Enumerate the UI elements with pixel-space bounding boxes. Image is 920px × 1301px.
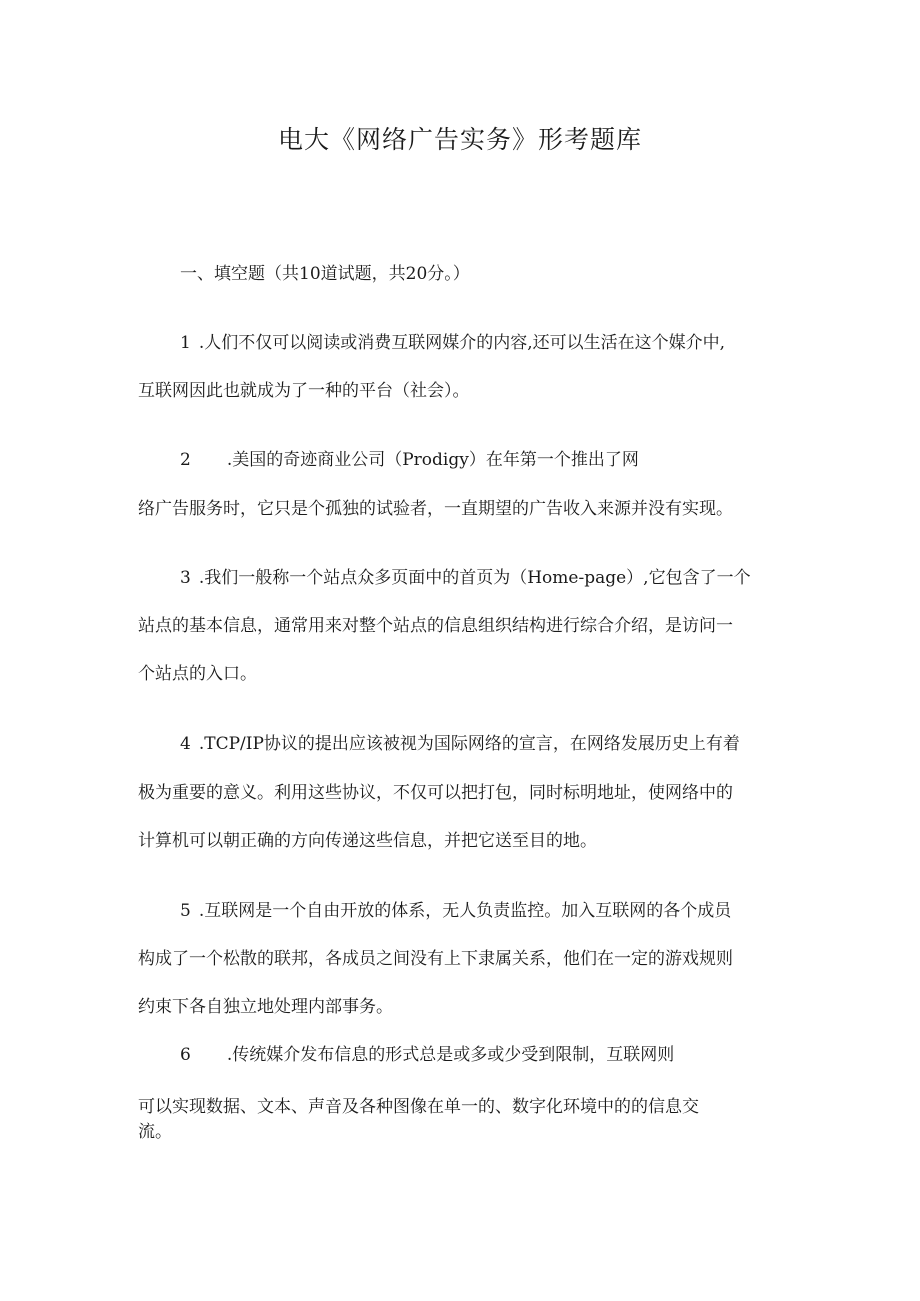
- question-text-line: 约束下各自独立地处理内部事务。: [138, 997, 393, 1017]
- question-number: 1: [180, 333, 191, 353]
- question-first-line: [180, 1043, 674, 1067]
- question-first-line: [180, 448, 639, 472]
- question-text: .人们不仅可以阅读或消费互联网媒介的内容,还可以生活在这个媒介中,: [198, 333, 726, 353]
- question-text-line: 构成了一个松散的联邦，各成员之间没有上下隶属关系，他们在一定的游戏规则: [138, 949, 733, 969]
- section-heading: 一、填空题（共10道试题，共20分。）: [180, 264, 470, 284]
- question-number: 3: [180, 568, 191, 588]
- question-text-line: 流。: [138, 1122, 172, 1142]
- question-first-line: [180, 899, 731, 923]
- question-text-line: 个站点的入口。: [138, 664, 257, 684]
- question-first-line: [180, 732, 740, 756]
- question-text-line: 站点的基本信息，通常用来对整个站点的信息组织结构进行综合介绍，是访问一: [138, 616, 733, 636]
- question-number: 2: [180, 450, 191, 470]
- question-text: .TCP/IP协议的提出应该被视为国际网络的宣言，在网络发展历史上有着: [198, 734, 740, 754]
- question-text-line: 互联网因此也就成为了一种的平台（社会）。: [138, 381, 470, 401]
- question-text-line: 极为重要的意义。利用这些协议，不仅可以把打包，同时标明地址，使网络中的: [138, 783, 733, 803]
- question-text: .互联网是一个自由开放的体系，无人负责监控。加入互联网的各个成员: [198, 901, 732, 921]
- question-first-line: [180, 331, 725, 355]
- question-text: .我们一般称一个站点众多页面中的首页为（Home-page）,它包含了一个: [198, 568, 751, 588]
- question-text: .传统媒介发布信息的形式总是或多或少受到限制，互联网则: [226, 1045, 675, 1065]
- question-text-line: 络广告服务时，它只是个孤独的试验者，一直期望的广告收入来源并没有实现。: [138, 499, 733, 519]
- question-number: 4: [180, 734, 191, 754]
- question-number: 6: [180, 1045, 191, 1065]
- question-text-line: 可以实现数据、文本、声音及各种图像在单一的、数字化环境中的的信息交: [138, 1097, 699, 1117]
- question-text: .美国的奇迹商业公司（Prodigy）在年第一个推出了网: [226, 450, 639, 470]
- question-text-line: 计算机可以朝正确的方向传递这些信息，并把它送至目的地。: [138, 831, 597, 851]
- document-title: 电大《网络广告实务》形考题库: [277, 125, 642, 154]
- question-number: 5: [180, 901, 191, 921]
- question-first-line: [180, 566, 751, 590]
